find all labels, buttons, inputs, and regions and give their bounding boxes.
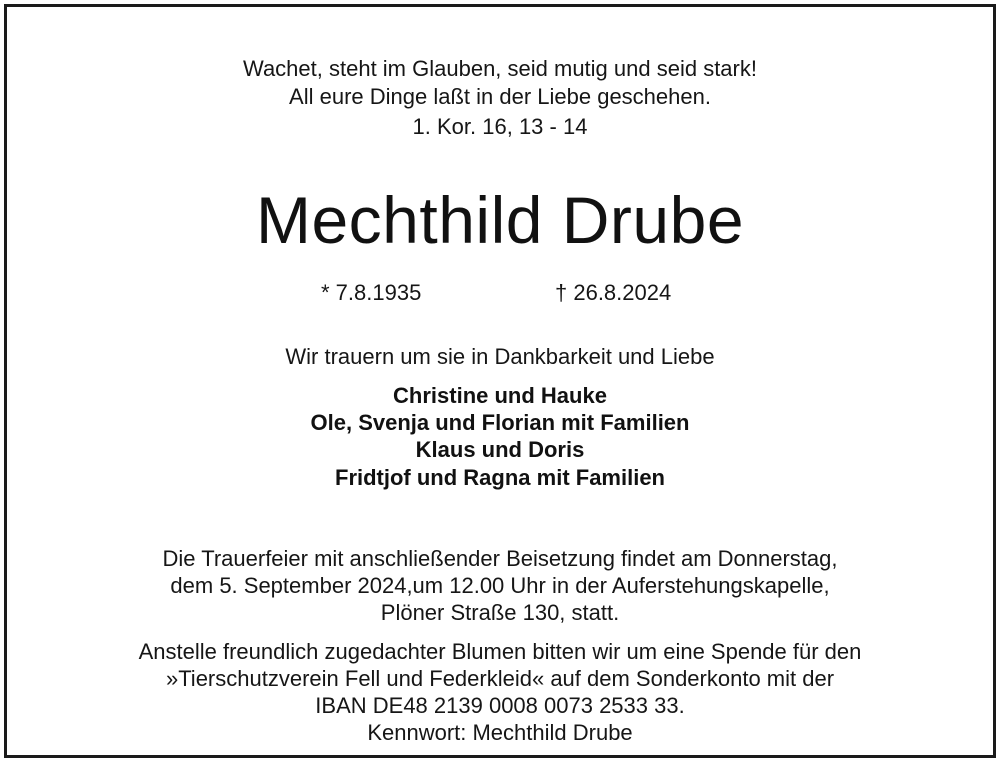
- service-info-line-3: Plöner Straße 130, statt.: [380, 600, 620, 625]
- bible-verse-line-2: All eure Dinge laßt in der Liebe geschehen.: [289, 84, 711, 109]
- donation-info-line-1: Anstelle freundlich zugedachter Blumen bitten wir um eine Spende für den: [138, 639, 862, 664]
- family-line: Klaus und Doris: [415, 437, 585, 462]
- deceased-name: Mechthild Drube: [255, 183, 745, 257]
- mourning-intro: Wir trauern um sie in Dankbarkeit und Liebe: [285, 344, 715, 369]
- donation-keyword: Kennwort: Mechthild Drube: [367, 720, 633, 745]
- family-line: Christine und Hauke: [393, 383, 607, 408]
- family-line: Fridtjof und Ragna mit Familien: [335, 465, 665, 490]
- bible-verse-line-1: Wachet, steht im Glauben, seid mutig und seid stark!: [243, 56, 757, 81]
- bible-verse-reference: 1. Kor. 16, 13 - 14: [412, 114, 588, 139]
- donation-info-line-2: »Tierschutzverein Fell und Federkleid« auf dem Sonderkonto mit der: [165, 666, 835, 691]
- donation-iban: IBAN DE48 2139 0008 0073 2533 33.: [315, 693, 685, 718]
- service-info-line-2: dem 5. September 2024,um 12.00 Uhr in der Auferstehungskapelle,: [170, 573, 830, 598]
- death-date: † 26.8.2024: [555, 280, 672, 305]
- obituary-notice: [4, 4, 996, 758]
- family-line: Ole, Svenja und Florian mit Familien: [310, 410, 690, 435]
- service-info-line-1: Die Trauerfeier mit anschließender Beisetzung findet am Donnerstag,: [162, 546, 838, 571]
- birth-date: * 7.8.1935: [321, 280, 422, 305]
